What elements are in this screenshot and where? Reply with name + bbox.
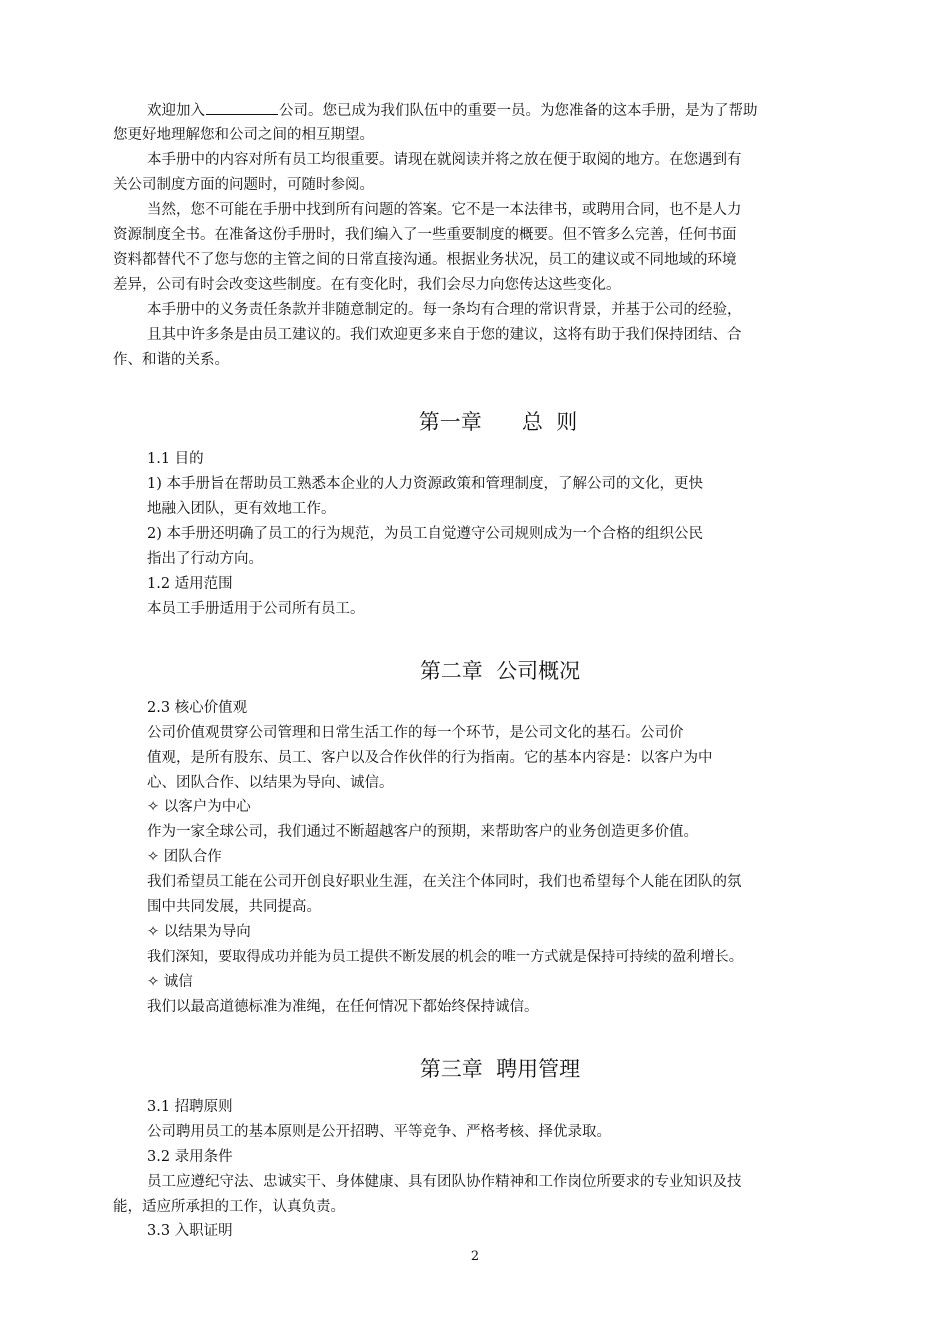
intro-p3-line4: 差异，公司有时会改变这些制度。在有变化时，我们会尽力向您传达这些变化。 bbox=[113, 277, 621, 293]
purpose-item-2-line1: 2) 本手册还明确了员工的行为规范，为员工自觉遵守公司规则成为一个合格的组织公民 bbox=[147, 526, 703, 542]
value-integrity-heading: ✧ 诚信 bbox=[147, 974, 193, 990]
intro-p3-line3: 资料都替代不了您与您的主管之间的日常直接沟通。根据业务状况，员工的建议或不同地域的环境 bbox=[113, 252, 737, 268]
value-teamwork-line1: 我们希望员工能在公司开创良好职业生涯，在关注个体同时，我们也希望每个人能在团队的氛 bbox=[147, 874, 742, 890]
page-number: 2 bbox=[470, 1249, 480, 1264]
intro-p1-line1 bbox=[147, 100, 758, 121]
section-3-3-heading: 3.3 入职证明 bbox=[147, 1223, 233, 1239]
section-3-1-text: 公司聘用员工的基本原则是公开招聘、平等竞争、严格考核、择优录取。 bbox=[147, 1124, 611, 1140]
company-name-blank bbox=[206, 100, 278, 115]
intro-p1-line2: 您更好地理解您和公司之间的相互期望。 bbox=[113, 127, 374, 143]
value-customer-heading: ✧ 以客户为中心 bbox=[147, 799, 251, 815]
intro-p1-text-before: 欢迎加入 bbox=[147, 103, 205, 119]
intro-p4-line1: 本手册中的义务责任条款并非随意制定的。每一条均有合理的常识背景，并基于公司的经验， bbox=[147, 302, 742, 318]
section-3-1-heading: 3.1 招聘原则 bbox=[147, 1099, 233, 1115]
purpose-item-1-line2: 地融入团队，更有效地工作。 bbox=[147, 501, 336, 517]
value-teamwork-heading: ✧ 团队合作 bbox=[147, 849, 222, 865]
section-2-3-heading: 2.3 核心价值观 bbox=[147, 700, 248, 716]
chapter-2-title: 第二章 公司概况 bbox=[419, 659, 581, 683]
core-values-intro-line3: 心、团队合作、以结果为导向、诚信。 bbox=[147, 775, 394, 791]
purpose-item-1-line1: 1) 本手册旨在帮助员工熟悉本企业的人力资源政策和管理制度，了解公司的文化，更快 bbox=[147, 476, 703, 492]
section-3-2-line2: 能，适应所承担的工作，认真负责。 bbox=[113, 1199, 345, 1215]
section-1-2-text: 本员工手册适用于公司所有员工。 bbox=[147, 601, 365, 617]
value-results-text: 我们深知，要取得成功并能为员工提供不断发展的机会的唯一方式就是保持可持续的盈利增长。 bbox=[147, 949, 743, 965]
value-teamwork-line2: 围中共同发展，共同提高。 bbox=[147, 899, 321, 915]
section-3-2-heading: 3.2 录用条件 bbox=[147, 1149, 233, 1165]
section-1-1-heading: 1.1 目的 bbox=[147, 451, 204, 467]
section-1-2-heading: 1.2 适用范围 bbox=[147, 576, 233, 592]
intro-p4-line3: 作、和谐的关系。 bbox=[113, 352, 229, 368]
value-results-heading: ✧ 以结果为导向 bbox=[147, 924, 251, 940]
value-integrity-text: 我们以最高道德标准为准绳，在任何情况下都始终保持诚信。 bbox=[147, 999, 539, 1015]
core-values-intro-line1: 公司价值观贯穿公司管理和日常生活工作的每一个环节，是公司文化的基石。公司价 bbox=[147, 725, 684, 741]
intro-p3-line1: 当然，您不可能在手册中找到所有问题的答案。它不是一本法律书，或聘用合同，也不是人力 bbox=[147, 202, 742, 218]
chapter-3-title: 第三章 聘用管理 bbox=[419, 1057, 581, 1081]
chapter-1-title: 第一章 总 则 bbox=[418, 410, 578, 434]
intro-p4-line2: 且其中许多条是由员工建议的。我们欢迎更多来自于您的建议，这将有助于我们保持团结、合 bbox=[147, 327, 742, 343]
intro-p1-text-after: 公司。您已成为我们队伍中的重要一员。为您准备的这本手册，是为了帮助 bbox=[279, 103, 758, 119]
section-3-2-line1: 员工应遵纪守法、忠诚实干、身体健康、具有团队协作精神和工作岗位所要求的专业知识及技 bbox=[147, 1174, 742, 1190]
intro-p2-line1: 本手册中的内容对所有员工均很重要。请现在就阅读并将之放在便于取阅的地方。在您遇到有 bbox=[147, 152, 742, 168]
core-values-intro-line2: 值观，是所有股东、员工、客户以及合作伙伴的行为指南。它的基本内容是：以客户为中 bbox=[147, 750, 713, 766]
intro-p2-line2: 关公司制度方面的问题时，可随时参阅。 bbox=[113, 177, 374, 193]
purpose-item-2-line2: 指出了行动方向。 bbox=[147, 551, 263, 567]
intro-p3-line2: 资源制度全书。在准备这份手册时，我们编入了一些重要制度的概要。但不管多么完善，任何书面 bbox=[113, 227, 737, 243]
value-customer-text: 作为一家全球公司，我们通过不断超越客户的预期，来帮助客户的业务创造更多价值。 bbox=[147, 824, 698, 840]
